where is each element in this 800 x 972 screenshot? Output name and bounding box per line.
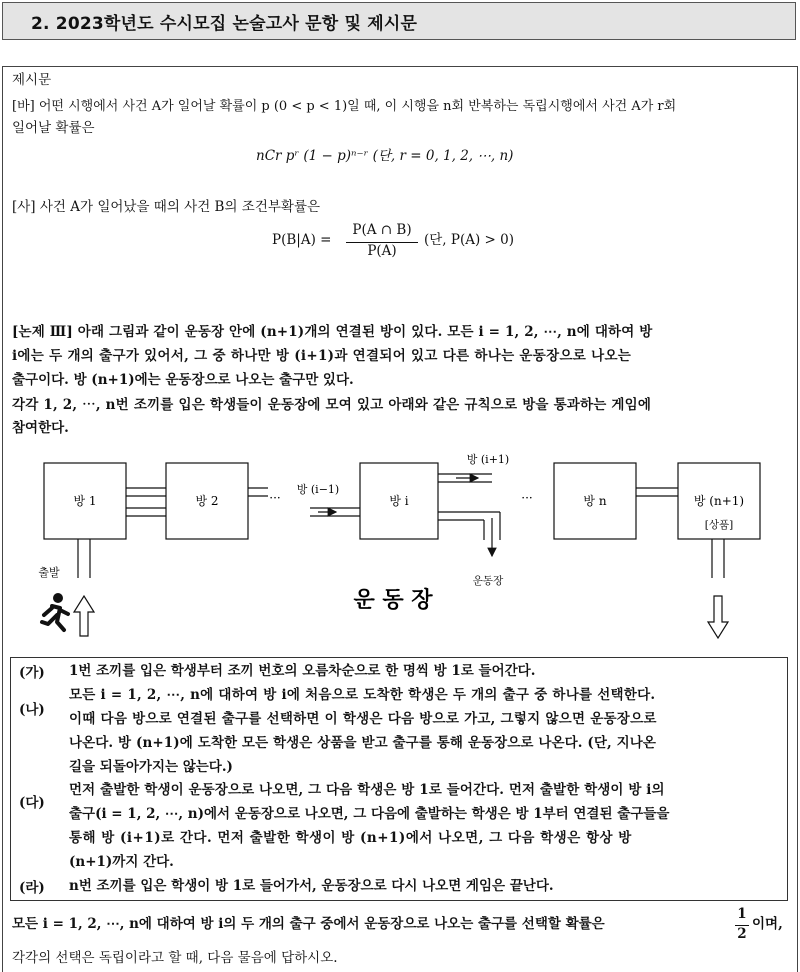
problem-line-4: 각각 1, 2, ⋯, n번 조끼를 입은 학생들이 운동장에 모여 있고 아래와 같은 규칙으로 방을 통과하는 게임에 (12, 397, 652, 413)
prize-label: [상품] (704, 519, 734, 531)
start-label: 출발 (38, 566, 60, 579)
half-fraction (732, 906, 752, 944)
rule-na-line-4: 길을 되돌아가지는 않는다.) (69, 759, 233, 775)
passage-sa-line: [사] 사건 A가 일어났을 때의 사건 B의 조건부확률은 (12, 199, 321, 215)
rule-na-line-3: 나온다. 방 (n+1)에 도착한 모든 학생은 상품을 받고 출구를 통해 운동장으로 나온다. (단, 지나온 (69, 735, 657, 751)
rule-ga-tag: (가) (19, 665, 45, 681)
room-n-label: 방 n (583, 494, 607, 508)
footer-line-1-end: 이며, (752, 916, 783, 932)
formula-numerator: P(A ∩ B) (352, 222, 412, 238)
rule-da-line-2: 출구(i = 1, 2, ⋯, n)에서 운동장으로 나오면, 그 다음에 출발하는 학생은 방 1부터 연결된 출구들을 (69, 806, 670, 822)
rule-na-line-2: 이때 다음 방으로 연결된 출구를 선택하면 이 학생은 다음 방으로 가고, 그렇지 않으면 운동장으로 (69, 711, 657, 727)
binomial-formula: nCr pʳ (1 − p)ⁿ⁻ʳ (단, r = 0, 1, 2, ⋯, n) (256, 148, 514, 164)
formula-denominator: P(A) (367, 243, 397, 259)
room-2-label: 방 2 (195, 494, 219, 508)
section-header (2, 2, 796, 40)
field-small-label: 운동장 (472, 575, 504, 587)
room-prev-label: 방 (i−1) (296, 483, 340, 496)
passage-label: 제시문 (12, 72, 52, 88)
section-title: 2. 2023학년도 수시모집 논술고사 문항 및 제시문 (31, 14, 418, 34)
rule-da-line-4: (n+1)까지 간다. (69, 854, 174, 870)
rule-ra-line-1: n번 조끼를 입은 학생이 방 1로 들어가서, 운동장으로 다시 나오면 게임은 끝난다. (69, 878, 554, 894)
formula-condition: (단, P(A) > 0) (424, 232, 515, 248)
rule-da-line-1: 먼저 출발한 학생이 운동장으로 나오면, 그 다음 학생은 방 1로 들어간다. 먼저 출발한 학생이 방 i의 (69, 782, 665, 798)
rule-na-line-1: 모든 i = 1, 2, ⋯, n에 대하여 방 i에 처음으로 도착한 학생은 두 개의 출구 중 하나를 선택한다. (69, 687, 656, 703)
room-1-label: 방 1 (73, 494, 97, 508)
rule-da-tag: (다) (19, 795, 45, 811)
passage-ba-line1: [바] 어떤 시행에서 사건 A가 일어날 확률이 p (0 < p < 1)일 때, 이 시행을 n회 반복하는 독립시행에서 사건 A가 r회 (12, 99, 677, 114)
footer-line-2: 각각의 선택은 독립이라고 할 때, 다음 물음에 답하시오. (12, 950, 338, 966)
fraction-numerator: 1 (737, 906, 747, 922)
problem-line-5: 참여한다. (12, 420, 69, 436)
entry-up-arrow-icon (74, 596, 94, 636)
passage-ba-line2: 일어날 확률은 (12, 120, 95, 136)
ellipsis-2: ··· (521, 491, 533, 505)
field-big-label: 운 동 장 (353, 587, 433, 613)
footer-line-1 (12, 914, 605, 935)
runner-icon (42, 593, 68, 630)
problem-line-1: [논제 Ⅲ] 아래 그림과 같이 운동장 안에 (n+1)개의 연결된 방이 있다. 모든 i = 1, 2, ⋯, n에 대하여 방 (12, 324, 653, 340)
room-i-label: 방 i (389, 494, 409, 508)
formula-lhs: P(B|A) = (272, 232, 332, 248)
rule-na-tag: (나) (19, 702, 45, 718)
exit-down-arrow-icon (708, 596, 728, 638)
rule-ra-tag: (라) (19, 880, 45, 896)
room-diagram (0, 450, 800, 650)
footer-line-1-text: 모든 i = 1, 2, ⋯, n에 대하여 방 i의 두 개의 출구 중에서 운동장으로 나오는 출구를 선택할 확률은 (12, 916, 605, 932)
problem-line-2: i에는 두 개의 출구가 있어서, 그 중 하나만 방 (i+1)과 연결되어 있고 다른 하나는 운동장으로 나오는 (12, 348, 632, 364)
room-next-label: 방 (i+1) (466, 453, 510, 466)
problem-line-3: 출구이다. 방 (n+1)에는 운동장으로 나오는 출구만 있다. (12, 372, 354, 388)
rules-box (10, 657, 788, 901)
room-last-label: 방 (n+1) (693, 494, 745, 508)
fraction-denominator: 2 (737, 926, 747, 942)
rule-ga-line-1: 1번 조끼를 입은 학생부터 조끼 번호의 오름차순으로 한 명씩 방 1로 들어간다. (69, 663, 536, 679)
rule-da-line-3: 통해 방 (i+1)로 간다. 먼저 출발한 학생이 방 (n+1)에서 나오면, 그 다음 학생은 항상 방 (69, 830, 632, 846)
ellipsis-1: ··· (269, 491, 281, 505)
